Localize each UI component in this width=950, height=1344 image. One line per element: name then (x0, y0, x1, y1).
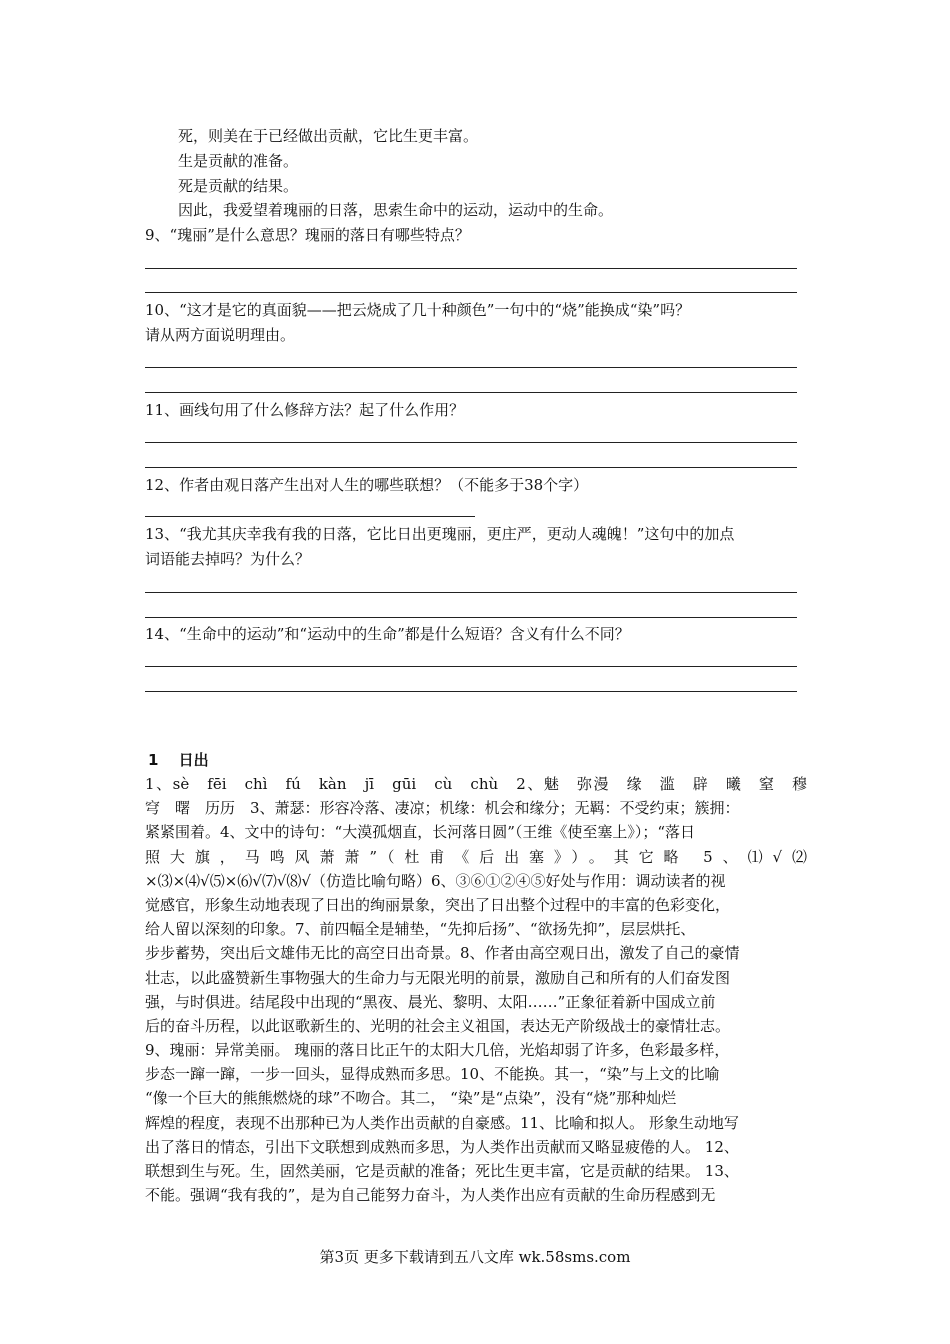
answer-line (145, 367, 797, 368)
answer-line (145, 268, 797, 269)
answer-line-text: 后的奋斗历程，以此讴歌新生的、光明的社会主义祖国，表达无产阶级战士的豪情壮志。 (145, 1016, 731, 1035)
answer-key (145, 772, 807, 1207)
answer-line-text: 9、瑰丽：异常美丽。 瑰丽的落日比正午的太阳大几倍，光焰却弱了许多，色彩最多样， (145, 1041, 730, 1060)
passage-line: 死，则美在于已经做出贡献，它比生更丰富。 (178, 127, 479, 145)
question-10-cont: 请从两方面说明理由。 (145, 326, 296, 344)
question-12: 12、作者由观日落产生出对人生的哪些联想？（不能多于38个字） (145, 476, 589, 494)
passage-line: 死是贡献的结果。 (178, 177, 299, 195)
answer-line (145, 467, 797, 468)
question-9: 9、“瑰丽”是什么意思？瑰丽的落日有哪些特点？ (145, 226, 470, 244)
answer-line (145, 392, 797, 393)
answer-section-title: 1 日出 (148, 751, 209, 769)
answer-line-text: 照大旗，马鸣风萧萧”（杜甫《后出塞》）。其它略 5、⑴√⑵ (145, 847, 807, 866)
answer-line-text: 给人留以深刻的印象。7、前四幅全是辅垫，“先抑后扬”、“欲扬先抑”，层层烘托、 (145, 920, 696, 939)
answer-line-text: “像一个巨大的熊熊燃烧的球”不吻合。其二， “染”是“点染”，没有“烧”那种灿烂 (145, 1089, 677, 1108)
answer-line-text: 联想到生与死。生，固然美丽，它是贡献的准备；死比生更丰富，它是贡献的结果。 13、 (145, 1162, 739, 1180)
answer-line-text: 强，与时俱进。结尾段中出现的“黑夜、晨光、黎明、太阳……”正象征着新中国成立前 (145, 992, 716, 1011)
answer-line-text: 穹 曙 历历 3、萧瑟：形容冷落、凄凉；机缘：机会和缘分；无羁：不受约束；簇拥： (145, 799, 740, 818)
answer-line (145, 666, 797, 667)
answer-line (145, 592, 797, 593)
answer-line-text: 壮志，以此盛赞新生事物强大的生命力与无限光明的前景，激励自己和所有的人们奋发图 (145, 968, 731, 987)
answer-line (145, 292, 797, 293)
answer-line-text: 觉感官，形象生动地表现了日出的绚丽景象，突出了日出整个过程中的丰富的色彩变化， (145, 895, 731, 914)
passage-line: 生是贡献的准备。 (178, 152, 299, 170)
question-14: 14、“生命中的运动”和“运动中的生命”都是什么短语？含义有什么不同？ (145, 625, 630, 643)
answer-line (145, 691, 797, 692)
answer-line (145, 516, 475, 517)
question-10: 10、“这才是它的真面貌——把云烧成了几十种颜色”一句中的“烧”能换成“染”吗？ (145, 301, 691, 319)
question-13-cont: 词语能去掉吗？为什么？ (145, 550, 311, 568)
answer-line-text: ×⑶×⑷√⑸×⑹√⑺√⑻√（仿造比喻句略）6、③⑥①②④⑤好处与作用：调动读者的视 (145, 871, 726, 890)
answer-line (145, 617, 797, 618)
passage-line: 因此，我爱望着瑰丽的日落，思索生命中的运动，运动中的生命。 (178, 201, 614, 219)
question-11: 11、画线句用了什么修辞方法？起了什么作用？ (145, 401, 465, 419)
answer-line-text: 步步蓄势，突出后文雄伟无比的高空日出奇景。8、作者由高空观日出，激发了自己的豪情 (145, 944, 740, 963)
answer-line-text: 1、sè fēi chì fú kàn jī gūi cù chù 2、魅 弥漫 缘 滥 辟 曦 窒 穆 (145, 775, 807, 793)
answer-line-text: 步态一蹿一蹿，一步一回头，显得成熟而多思。10、不能换。其一，“染”与上文的比喻 (145, 1065, 720, 1084)
answer-line-text: 紧紧围着。4、文中的诗句：“大漠孤烟直，长河落日圆”（王维《使至塞上》）；“落日 (145, 823, 696, 842)
answer-line-text: 不能。强调“我有我的”，是为自己能努力奋斗，为人类作出应有贡献的生命历程感到无 (145, 1186, 716, 1205)
answer-line (145, 442, 797, 443)
question-13: 13、“我尤其庆幸我有我的日落，它比日出更瑰丽，更庄严，更动人魂魄！”这句中的加点 (145, 525, 735, 543)
page-footer: 第3页 更多下载请到五八文库 wk.58sms.com (319, 1248, 631, 1266)
answer-line-text: 辉煌的程度，表现不出那种已为人类作出贡献的自豪感。11、比喻和拟人。 形象生动地写 (145, 1113, 739, 1132)
answer-line-text: 出了落日的情态，引出下文联想到成熟而多思，为人类作出贡献而又略显疲倦的人。 12、 (145, 1137, 739, 1156)
